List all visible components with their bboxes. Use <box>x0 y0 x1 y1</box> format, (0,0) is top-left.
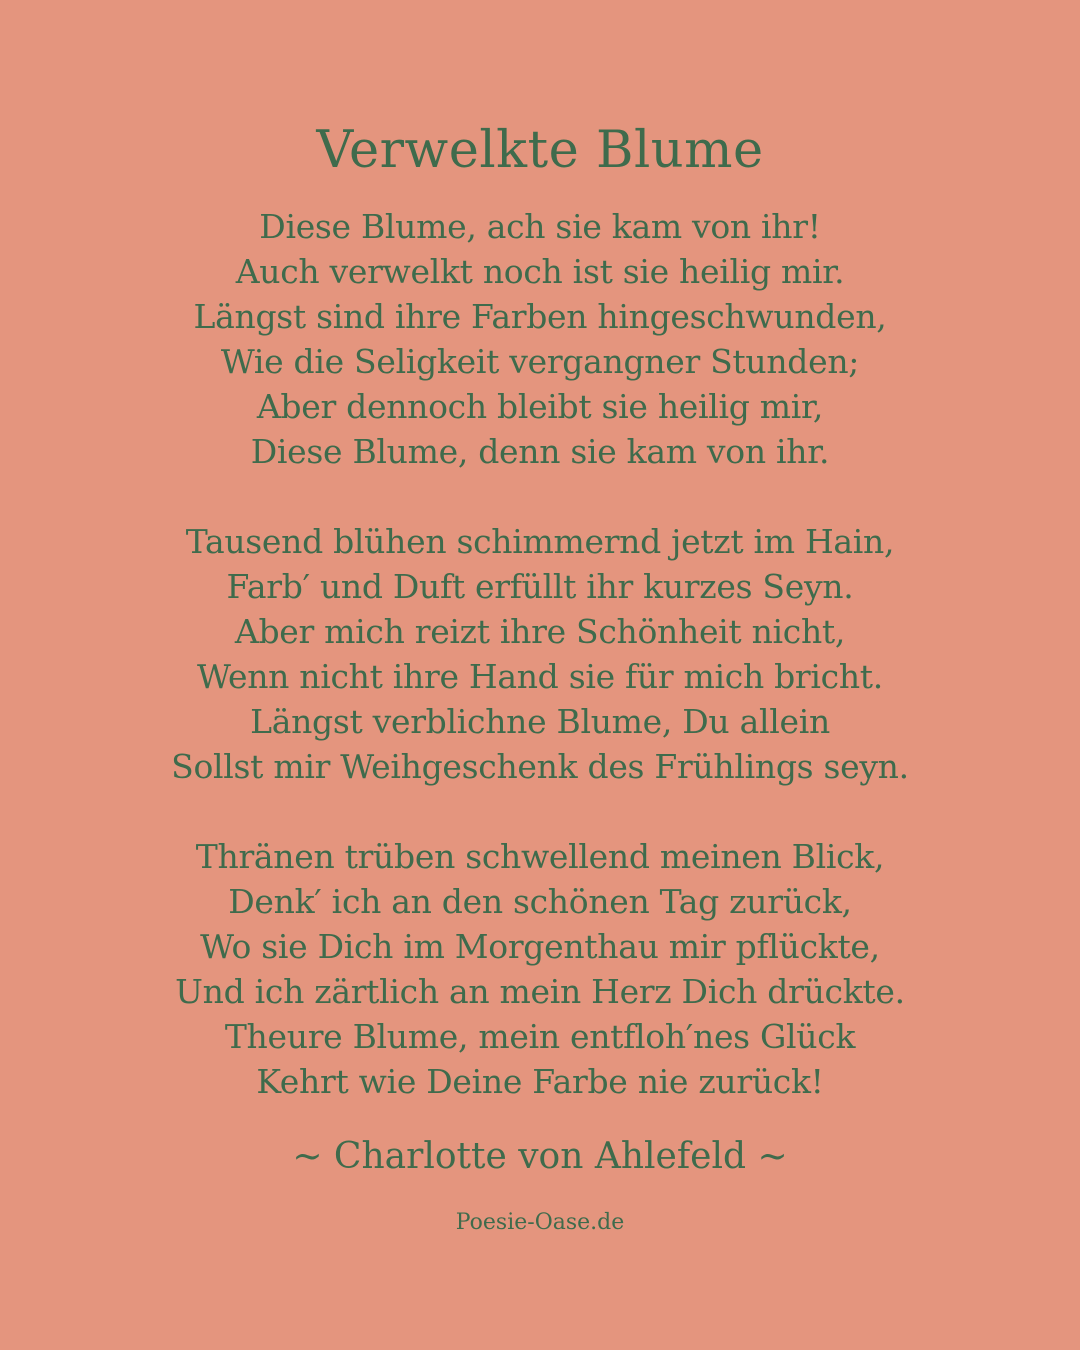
poem-line: Diese Blume, denn sie kam von ihr. <box>250 432 830 471</box>
stanza-1 <box>0 204 1080 474</box>
stanza-2 <box>0 519 1080 789</box>
stanza-3 <box>0 834 1080 1104</box>
poem-line: Diese Blume, ach sie kam von ihr! <box>259 207 821 246</box>
poem-line: Wie die Seligkeit vergangner Stunden; <box>220 342 860 381</box>
poem-line: Thränen trüben schwellend meinen Blick, <box>195 837 885 876</box>
poem-title: Verwelkte Blume <box>316 121 764 180</box>
author-name: ~ Charlotte von Ahlefeld ~ <box>292 1136 788 1177</box>
website-label: Poesie-Oase.de <box>455 1210 625 1235</box>
poem-line: Tausend blühen schimmernd jetzt im Hain, <box>185 522 895 561</box>
poem-line: Wenn nicht ihre Hand sie für mich bricht. <box>197 657 883 696</box>
poem-line: Denk′ ich an den schönen Tag zurück, <box>228 882 852 921</box>
poem-line: Längst verblichne Blume, Du allein <box>250 702 830 741</box>
poem-line: Längst sind ihre Farben hingeschwunden, <box>193 297 887 336</box>
poem-line: Und ich zärtlich an mein Herz Dich drückte. <box>175 972 905 1011</box>
poem-line: Theure Blume, mein entfloh′nes Glück <box>224 1017 856 1056</box>
poem-line: Aber dennoch bleibt sie heilig mir, <box>256 387 824 426</box>
poem-line: Auch verwelkt noch ist sie heilig mir. <box>235 252 845 291</box>
poem-line: Wo sie Dich im Morgenthau mir pflückte, <box>200 927 880 966</box>
poem-line: Kehrt wie Deine Farbe nie zurück! <box>256 1062 824 1101</box>
poem-line: Aber mich reizt ihre Schönheit nicht, <box>234 612 846 651</box>
poem-line: Farb′ und Duft erfüllt ihr kurzes Seyn. <box>226 567 854 606</box>
poem-line: Sollst mir Weihgeschenk des Frühlings seyn. <box>171 747 909 786</box>
